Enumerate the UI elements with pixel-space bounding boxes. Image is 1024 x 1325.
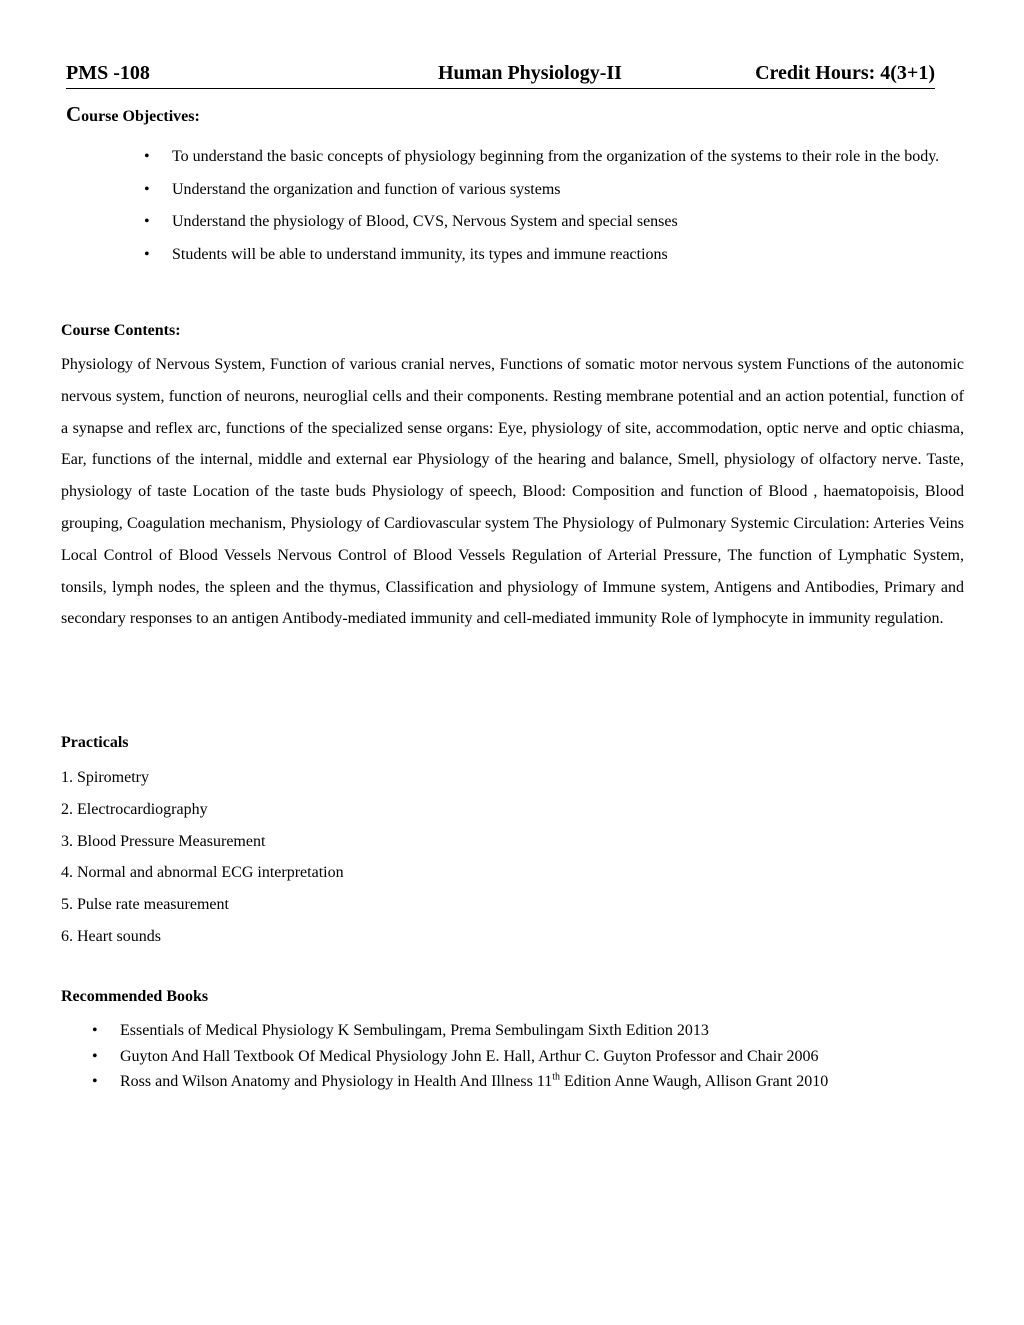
objective-item: • Understand the organization and function of various systems: [172, 174, 942, 207]
practicals-list: [61, 762, 344, 953]
book-title-part: Ross and Wilson Anatomy and Physiology in Health And Illness 11: [120, 1073, 553, 1090]
practical-item: 2. Electrocardiography: [61, 800, 208, 818]
books-heading: Recommended Books: [61, 988, 209, 1005]
practical-item: 1. Spirometry: [61, 769, 149, 786]
book-item: • Guyton And Hall Textbook Of Medical Physiology John E. Hall, Arthur C. Guyton Professor and Chair 2006: [120, 1044, 980, 1070]
practicals-heading: Practicals: [61, 734, 129, 751]
course-header: [66, 62, 935, 89]
objectives-heading-initial: C: [66, 102, 82, 126]
book-authors-part: Edition Anne Waugh, Allison Grant 2010: [560, 1073, 829, 1090]
objectives-heading-rest: ourse Objectives:: [81, 108, 200, 125]
objectives-heading: [66, 102, 200, 127]
books-list: [120, 1018, 980, 1095]
objective-item: • To understand the basic concepts of physiology beginning from the organization of the systems to their role in the body.: [172, 141, 942, 174]
edition-superscript: th: [552, 1071, 561, 1083]
practical-item: 5. Pulse rate measurement: [61, 896, 229, 914]
practical-item: 3. Blood Pressure Measurement: [61, 832, 266, 850]
course-title: Human Physiology-II: [438, 62, 622, 84]
practical-item: 6. Heart sounds: [61, 927, 161, 945]
practical-item: 4. Normal and abnormal ECG interpretation: [61, 864, 344, 882]
objective-item: • Students will be able to understand immunity, its types and immune reactions: [172, 239, 942, 272]
objectives-list: [172, 141, 942, 271]
objective-item: • Understand the physiology of Blood, CVS, Nervous System and special senses: [172, 206, 942, 239]
book-item: • Essentials of Medical Physiology K Sembulingam, Prema Sembulingam Sixth Edition 2013: [120, 1018, 980, 1044]
credit-hours: Credit Hours: 4(3+1): [755, 62, 935, 84]
contents-heading: Course Contents:: [61, 322, 181, 339]
book-item: [120, 1069, 980, 1095]
contents-paragraph: Physiology of Nervous System, Function of various cranial nerves, Functions of somatic motor nervous system Functions of the autonomic nervous system, function of neurons, neuroglial cells and their components. Resting membrane potential and an action potential, function of a synapse and reflex arc, functions of the specialized sense organs: Eye, physiology of site, accommodation, optic nerve and optic chiasma, Ear, functions of the internal, middle and external ear Physiology of the hearing and balance, Smell, physiology of olfactory nerve. Taste, physiology of taste Location of the taste buds Physiology of speech, Blood: Composition and function of Blood , haematopoisis, Blood grouping, Coagulation mechanism, Physiology of Cardiovascular system The Physiology of Pulmonary Systemic Circulation: Arteries Veins Local Control of Blood Vessels Nervous Control of Blood Vessels Regulation of Arterial Pressure, The function of Lymphatic System, tonsils, lymph nodes, the spleen and the thymus, Classification and physiology of Immune system, Antigens and Antibodies, Primary and secondary responses to an antigen Antibody-mediated immunity and cell-mediated immunity Role of lymphocyte in immunity regulation.: [61, 356, 964, 628]
course-code: PMS -108: [66, 62, 150, 84]
